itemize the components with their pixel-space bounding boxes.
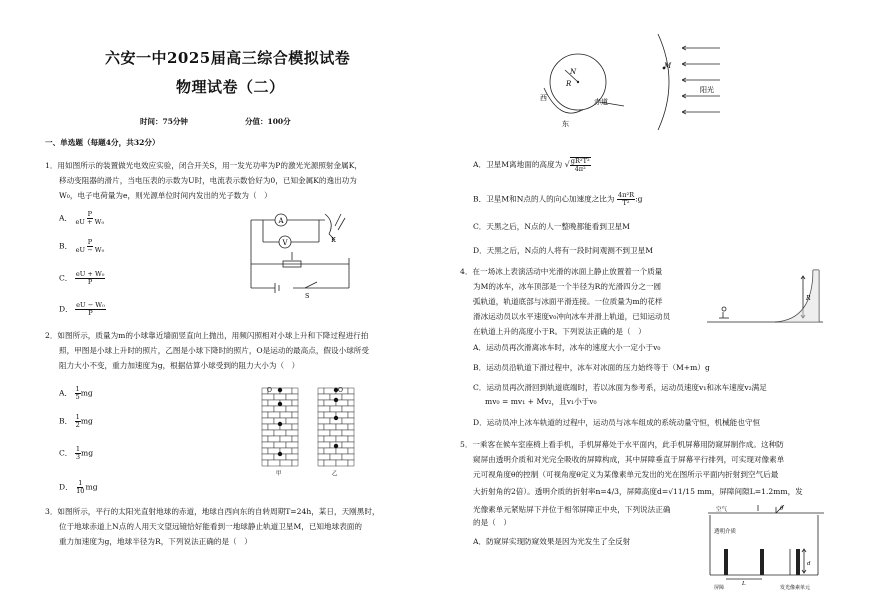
- denominator: 4π²: [574, 164, 586, 173]
- medium-label: 透明介质: [714, 529, 737, 535]
- brick: [342, 430, 354, 436]
- brick: [318, 418, 330, 424]
- ratio-suffix: :g: [635, 194, 643, 204]
- numerator: gR²T²: [570, 157, 590, 165]
- ice-car-diagram: [705, 268, 825, 328]
- brick: [268, 460, 280, 466]
- brick: [336, 460, 348, 466]
- ball-image: [278, 388, 282, 392]
- pixel-label: 发光像素单元: [780, 585, 811, 591]
- q4-option-c[interactable]: C．运动员再次滑回到轨道底端时，若以冰面为参考系，运动员速度v₁和冰车速度v₂满足: [473, 383, 767, 392]
- numerator: 1: [75, 413, 80, 421]
- brick: [262, 406, 274, 412]
- air-label: 空气: [716, 507, 728, 513]
- q1-option-b[interactable]: [59, 239, 105, 254]
- brick: [336, 448, 348, 454]
- fraction: [75, 211, 106, 226]
- brick: [318, 442, 330, 448]
- q3-option-c[interactable]: C．天黑之后，N点的人一整晚都能看到卫星M: [473, 222, 630, 231]
- brick: [318, 430, 330, 436]
- brick: [348, 388, 354, 394]
- denominator: 5: [75, 392, 80, 401]
- q2-line: 2．如图所示，质量为m的小球靠近墙面竖直向上抛出，用频闪照相对小球上升和下降过程进行拍: [45, 331, 369, 340]
- strobe-photo-diagram: [258, 384, 362, 476]
- brick: [318, 424, 324, 430]
- q3-line: 重力加速度为g，地球半径为R，下列说法正确的是（ ）: [59, 537, 252, 546]
- top-point-label: O: [338, 387, 343, 394]
- q1-line: W₀，电子电荷量为e，则光源单位时间内发出的光子数为（ ）: [59, 191, 272, 200]
- numerator: P: [87, 238, 93, 246]
- fraction: [617, 192, 635, 207]
- q4-option-d[interactable]: D．运动员冲上冰车轨道的过程中，运动员与冰车组成的系统动量守恒，机械能也守恒: [473, 418, 761, 427]
- privacy-screen-diagram: [700, 505, 830, 591]
- q5-option-a[interactable]: A．防窥屏实现防窥效果是因为光发生了全反射: [473, 537, 631, 546]
- denominator: 2: [75, 420, 80, 429]
- brick: [324, 436, 336, 442]
- sqrt-sign: √: [564, 159, 570, 169]
- brick: [286, 406, 298, 412]
- numerator: 1: [75, 385, 80, 393]
- denominator: eU + W₀: [75, 217, 105, 226]
- option-text: A．卫星M离地面的高度为: [473, 159, 563, 169]
- numerator: 4π²R: [617, 191, 635, 199]
- brick: [268, 412, 280, 418]
- brick: [318, 436, 324, 442]
- ball-image: [334, 416, 338, 420]
- brick: [342, 454, 354, 460]
- brick: [292, 412, 298, 418]
- brick: [292, 388, 298, 394]
- brick: [292, 448, 298, 454]
- brick: [262, 424, 268, 430]
- brick: [324, 448, 336, 454]
- brick: [318, 460, 324, 466]
- ammeter-label: A: [278, 217, 284, 225]
- q3-option-b[interactable]: [473, 192, 642, 207]
- brick: [286, 430, 298, 436]
- brick: [342, 442, 354, 448]
- brick: [318, 412, 324, 418]
- brick: [330, 406, 342, 412]
- numerator: eU + W₀: [75, 270, 105, 278]
- brick: [292, 460, 298, 466]
- denominator: P: [88, 308, 93, 317]
- brick-wall-left: [262, 388, 298, 466]
- exam-subtitle: 物理试卷（二）: [176, 78, 285, 96]
- ball-image: [278, 402, 282, 406]
- brick: [336, 436, 348, 442]
- photoelectric-circuit-diagram: [245, 212, 360, 298]
- brick: [262, 460, 268, 466]
- q5-line: 5．一乘客在候车室座椅上看手机，手机屏幕处于水平面内，此手机屏幕用防窥屏制作成。这种防: [460, 440, 784, 449]
- brick: [262, 436, 268, 442]
- q1-line: 移动变阻器的滑片，当电压表的示数为U时，电流表示数恰好为0，已知金属K的逸出功为: [59, 176, 357, 185]
- q1-line: 1．用如图所示的装置做光电效应实验，闭合开关S，用一发光功率为P的激光光源照射金属K，: [45, 161, 362, 170]
- point-n-label: N: [570, 68, 577, 76]
- brick: [324, 460, 336, 466]
- ball-image: [334, 398, 338, 402]
- brick: [318, 406, 330, 412]
- brick: [318, 400, 324, 406]
- fraction: [570, 157, 591, 173]
- right-caption: 乙: [332, 471, 338, 476]
- option-letter: B．: [59, 416, 73, 426]
- top-point-label: O: [267, 387, 272, 394]
- numerator: 1: [75, 445, 81, 453]
- brick: [336, 424, 348, 430]
- brick: [292, 436, 298, 442]
- brick: [330, 454, 342, 460]
- radius-label: R: [806, 295, 811, 302]
- q3-line: 位于地球赤道上N点的人用天文望远镜恰好能看到一地球静止轨道卫星M，已知地球表面的: [59, 522, 362, 531]
- brick: [342, 406, 354, 412]
- brick: [262, 418, 274, 424]
- brick: [318, 454, 330, 460]
- brick: [348, 436, 354, 442]
- q4-line: 为M的冰车，冰车顶部是一个半径为R的光滑四分之一圆: [473, 282, 662, 291]
- east-label: 东: [562, 120, 569, 128]
- brick: [286, 442, 298, 448]
- unit: mg: [80, 388, 93, 398]
- option-text: B．卫星M和N点的人的向心加速度之比为: [473, 194, 615, 204]
- theta-label: θ: [780, 506, 784, 512]
- numerator: P: [87, 210, 93, 218]
- q1-option-c[interactable]: [59, 271, 105, 286]
- earth-satellite-diagram: [530, 30, 725, 130]
- brick: [262, 454, 274, 460]
- brick: [286, 394, 298, 400]
- q5-line: 大折射角的2倍）。透明介质的折射率n=4/3，屏障高度d=√11/15 mm，屏障间隙L=1.2mm，发: [473, 487, 803, 496]
- barrier-label: 屏障: [714, 585, 725, 591]
- voltmeter-label: V: [282, 239, 288, 247]
- metal-label: K: [331, 236, 336, 244]
- denominator: P: [87, 277, 93, 286]
- q1-option-d[interactable]: [59, 302, 106, 317]
- equator-label: 赤道: [594, 98, 608, 106]
- option-letter: D．: [59, 482, 73, 492]
- unit: mg: [85, 482, 98, 492]
- fraction: [75, 480, 85, 495]
- unit: mg: [81, 448, 94, 458]
- brick: [274, 406, 286, 412]
- fraction: [75, 271, 106, 286]
- option-letter: A．: [59, 388, 73, 398]
- brick: [274, 430, 286, 436]
- q3-option-a[interactable]: [473, 157, 591, 173]
- q2-option-c[interactable]: [59, 446, 93, 461]
- time-label: 时间：75分钟: [140, 117, 188, 126]
- brick: [292, 400, 298, 406]
- denominator: 10: [76, 486, 85, 495]
- q5-line: 的是（ ）: [473, 518, 511, 527]
- brick: [318, 394, 330, 400]
- brick: [262, 400, 268, 406]
- brick: [292, 424, 298, 430]
- d-label: d: [807, 561, 811, 567]
- ball-image: [334, 444, 338, 448]
- brick: [348, 400, 354, 406]
- brick: [348, 412, 354, 418]
- sunlight-label: 阳光: [700, 86, 714, 94]
- q4-option-c-formula: mv₀ = mv₁ + Mv₂，且v₁小于v₀: [485, 397, 597, 406]
- q4-line: 弧轨道，轨道底部与冰面平滑连接。一位质量为m的花样: [473, 297, 663, 306]
- denominator: T²: [622, 198, 630, 207]
- score-label: 分值：100分: [245, 117, 291, 126]
- exam-title: 六安一中2025届高三综合模拟试卷: [105, 49, 351, 67]
- q5-line: 元可视角度θ的控制（可视角度θ定义为某像素单元发出的光在图所示平面内折射到空气后最: [473, 470, 779, 479]
- numerator: eU − W₀: [76, 301, 105, 309]
- brick: [348, 448, 354, 454]
- brick: [274, 394, 286, 400]
- brick: [262, 430, 274, 436]
- q2-option-b[interactable]: [59, 414, 93, 429]
- brick: [348, 460, 354, 466]
- brick-wall-right: [318, 388, 354, 466]
- brick: [286, 418, 298, 424]
- brick: [280, 412, 292, 418]
- q2-option-a[interactable]: [59, 386, 93, 401]
- left-caption: 甲: [276, 471, 282, 476]
- q2-line: 照，甲图是小球上升时的照片，乙图是小球下降时的照片，O是运动的最高点，假设小球所受: [59, 346, 369, 355]
- radius-label: R: [566, 80, 572, 88]
- q4-option-b[interactable]: B．运动员沿轨道下滑过程中，冰车对冰面的压力始终等于（M+m）g: [473, 363, 710, 372]
- q4-line: 滑冰运动员以水平速度v₀冲向冰车并滑上轨道，已知运动员: [473, 312, 671, 321]
- option-letter: B．: [59, 241, 73, 251]
- brick: [342, 418, 354, 424]
- brick: [262, 448, 268, 454]
- q4-line: 在轨道上升的高度小于R。下列说法正确的是（ ）: [473, 327, 646, 336]
- denominator: eU − W₀: [75, 245, 105, 254]
- option-letter: D．: [59, 304, 73, 314]
- brick: [330, 430, 342, 436]
- brick: [262, 412, 268, 418]
- q1-option-a[interactable]: [59, 211, 105, 226]
- ball-image: [278, 452, 282, 456]
- q4-line: 4．在一场冰上表演活动中光滑的冰面上静止放置着一个质量: [460, 267, 663, 276]
- q2-line: 阻力大小不变，重力加速度为g，根据估算小球受到的阻力大小为（ ）: [59, 361, 300, 370]
- section-title: 一、单选题（每题4分，共32分）: [45, 138, 160, 147]
- option-letter: C．: [59, 273, 73, 283]
- brick: [262, 394, 274, 400]
- brick: [342, 394, 354, 400]
- brick: [318, 388, 324, 394]
- ball-image: [278, 422, 282, 426]
- q3-option-d[interactable]: D．天黑之后，N点的人将有一段时间观测不到卫星M: [473, 246, 653, 255]
- fraction: [75, 239, 106, 254]
- q5-line: 光像素单元紧贴屏下并位于相邻屏障正中央，下列说法正确: [473, 505, 671, 514]
- denominator: 3: [75, 452, 81, 461]
- brick: [262, 442, 274, 448]
- q5-line: 窥屏由透明介质和对光完全吸收的屏障构成，其中屏障垂直于屏幕平行排列，可实现对像素单: [473, 455, 785, 464]
- fraction: [75, 302, 106, 317]
- unit: mg: [80, 416, 93, 426]
- satellite-label: M: [664, 62, 672, 70]
- brick: [286, 454, 298, 460]
- brick: [318, 448, 324, 454]
- brick: [280, 436, 292, 442]
- brick: [324, 424, 336, 430]
- brick: [348, 424, 354, 430]
- brick: [268, 436, 280, 442]
- q4-option-a[interactable]: A．运动员再次滑离冰车时，冰车的速度大小一定小于v₀: [473, 343, 661, 352]
- numerator: 1: [78, 479, 83, 487]
- l-label: L: [742, 581, 746, 587]
- q2-option-d[interactable]: [59, 480, 98, 495]
- q3-line: 3．如图所示，平行的太阳光直射地球的赤道，地球自西向东的自转周期T=24h，某日，天刚黑时，: [45, 507, 380, 516]
- brick: [274, 442, 286, 448]
- switch-label: S: [305, 292, 310, 298]
- option-letter: C．: [59, 448, 73, 458]
- brick: [280, 460, 292, 466]
- west-label: 西: [540, 94, 547, 102]
- option-letter: A．: [59, 213, 73, 223]
